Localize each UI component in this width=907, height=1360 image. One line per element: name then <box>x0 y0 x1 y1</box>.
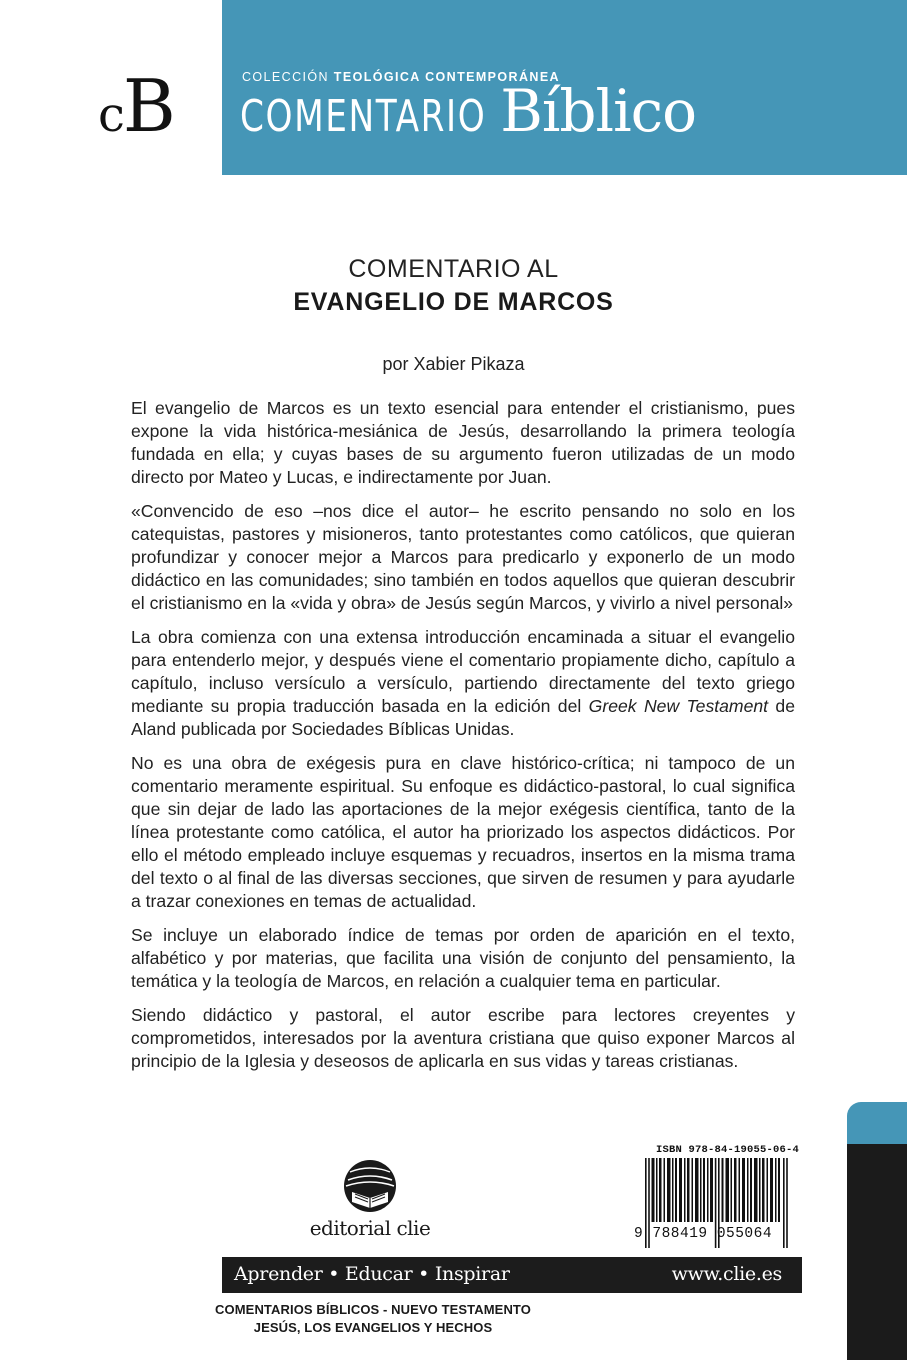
series-accent: Bíblico <box>500 77 697 145</box>
collection-logo <box>98 64 174 148</box>
collection-name: TEOLÓGICA CONTEMPORÁNEA <box>333 70 560 84</box>
paragraph-italic: Greek New Testament <box>588 695 769 716</box>
series-word: COMENTARIO <box>240 91 487 142</box>
description-paragraph: El evangelio de Marcos es un texto esencial para entender el cristianismo, pues expone la vida histórica-mesiánica de Jesús, desarrollando la primera teología fundada en ella; y cuyas bases de su argumento fueron utilizadas de un modo directo por Mateo y Lucas, e indirectamente por Juan. <box>131 398 795 487</box>
publisher-name: editorial clie <box>309 1216 431 1240</box>
open-book-globe-icon <box>342 1158 398 1214</box>
category-line2: JESÚS, LOS EVANGELIOS Y HECHOS <box>253 1320 493 1335</box>
description-paragraph <box>131 626 795 741</box>
collection-prefix: COLECCIÓN <box>242 70 329 84</box>
header-band <box>222 0 907 175</box>
description <box>131 397 795 1084</box>
description-paragraph: Se incluye un elaborado índice de temas por orden de aparición en el texto, alfabético y por materias, que facilita una visión de conjunto del pensamiento, la temática y la teología de Marcos, en relación a cualquier tema en particular. <box>131 925 795 991</box>
book-title-line1: COMENTARIO AL <box>348 255 559 283</box>
publisher-logo <box>300 1158 440 1253</box>
publisher-tagline: Aprender • Educar • Inspirar <box>234 1263 510 1285</box>
website-link[interactable]: www.clie.es <box>671 1263 782 1285</box>
paragraph-text: La obra comienza con una extensa introducción encaminada a situar el evangelio para entenderlo mejor, y después viene el comentario propiamente dicho, capítulo a capítulo, incluso versículo a versículo, partiendo directamente del texto griego mediante su propia traducción basada en la edición del <box>131 627 795 716</box>
paragraph-text: de Aland publicada por Sociedades Bíblicas Unidas. <box>131 695 795 739</box>
tagline-band <box>222 1257 802 1293</box>
description-paragraph: Siendo didáctico y pastoral, el autor escribe para lectores creyentes y comprometidos, interesados por la aventura cristiana que quiso exponer Marcos al principio de la Iglesia y deseosos de aplicarla en sus vidas y tareas cristianas. <box>131 1005 795 1072</box>
barcode-number: 9 788419 055064 <box>634 1226 773 1242</box>
description-paragraph: «Convencido de eso –nos dice el autor– he escrito pensando no solo en los catequistas, pastores y misioneros, tanto protestantes como católicos, que quieran profundizar y conocer mejor a Marcos para predicarlo y exponerlo de un modo didáctico en las comunidades; sino también en todos aquellos que quieran descubrir el cristianismo en la «vida y obra» de Jesús según Marcos, y vivirlo a nivel personal» <box>131 501 795 613</box>
logo-letter-c: c <box>98 87 123 143</box>
category-line1: COMENTARIOS BÍBLICOS - NUEVO TESTAMENTO <box>215 1302 531 1317</box>
description-paragraph: No es una obra de exégesis pura en clave histórico-crítica; ni tampoco de un comentario meramente espiritual. Su enfoque es didáctico-pastoral, lo cual significa que sin dejar de lado las aportaciones de la mejor exégesis científica, tanto de la línea protestante como católica, el autor ha priorizado los aspectos didácticos. Por ello el método empleado incluye esquemas y recuadros, insertos en la misma trama del texto o al final de las diversas secciones, que sirven de resumen y para ayudarle a trazar conexiones en temas de actualidad. <box>131 753 795 911</box>
logo-letter-b: B <box>122 64 174 148</box>
book-author: por Xabier Pikaza <box>382 354 525 374</box>
spine-tab-accent <box>847 1102 907 1144</box>
spine-tab-dark <box>847 1144 907 1360</box>
isbn-label: ISBN 978-84-19055-06-4 <box>656 1144 800 1156</box>
book-title-line2: EVANGELIO DE MARCOS <box>293 288 614 316</box>
